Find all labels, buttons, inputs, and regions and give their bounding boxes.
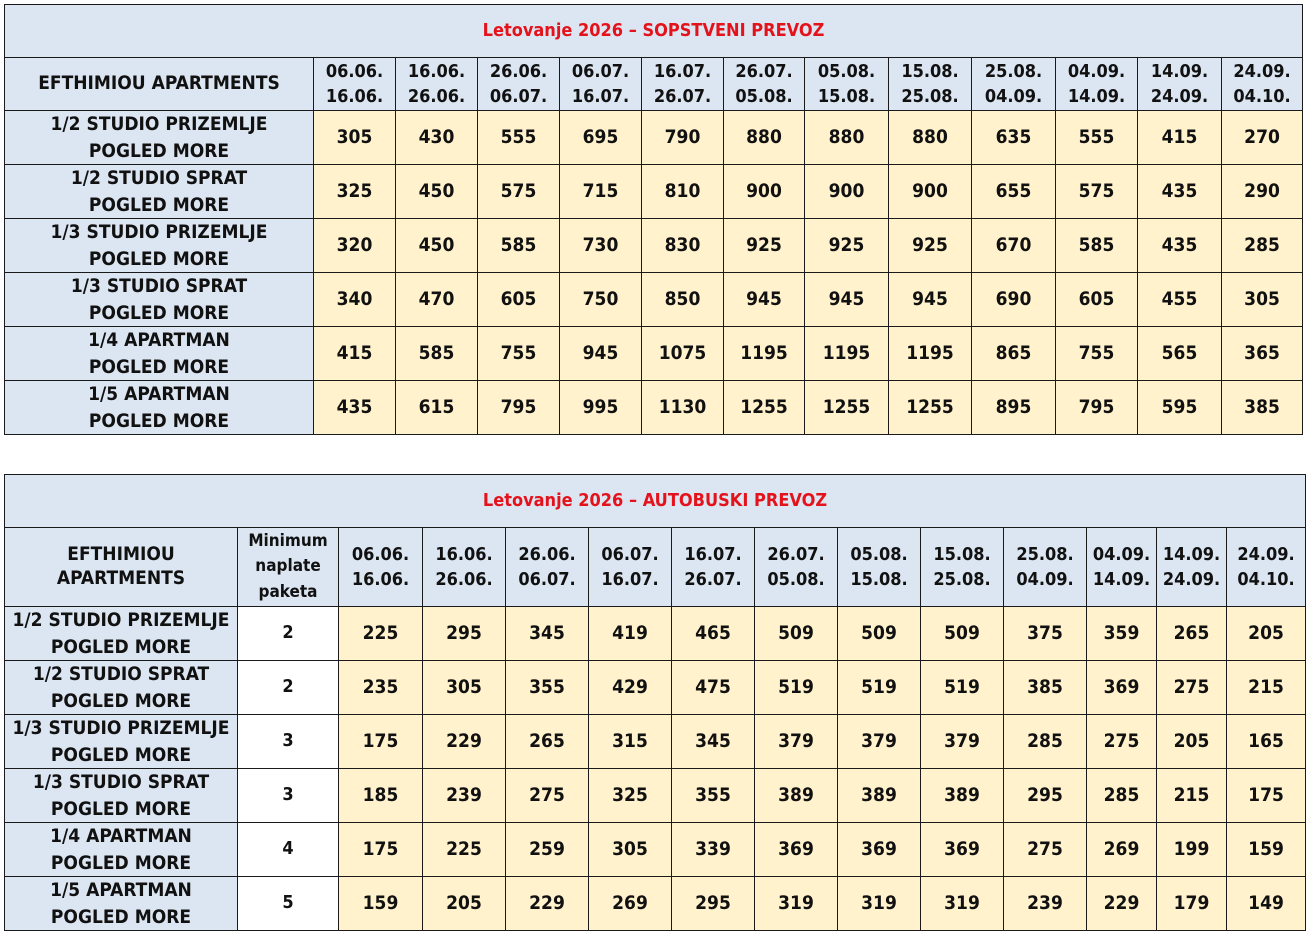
price-cell: 295 bbox=[1004, 769, 1087, 823]
text-line: 16.07. bbox=[571, 86, 630, 107]
text-line: POGLED MORE bbox=[88, 247, 230, 270]
text-line: POGLED MORE bbox=[50, 797, 192, 820]
text-line: 26.06. bbox=[435, 569, 493, 590]
price-cell: 519 bbox=[755, 661, 838, 715]
text-line: 15.08. bbox=[933, 543, 991, 565]
price-cell: 470 bbox=[396, 273, 478, 327]
price-cell: 880 bbox=[889, 111, 972, 165]
price-cell: 305 bbox=[1222, 273, 1303, 327]
text-line: 06.07. bbox=[489, 86, 548, 107]
period-header bbox=[1004, 528, 1087, 607]
price-cell: 555 bbox=[478, 111, 560, 165]
price-cell: 605 bbox=[478, 273, 560, 327]
period-header bbox=[314, 58, 396, 111]
price-cell: 730 bbox=[560, 219, 642, 273]
price-cell: 205 bbox=[1227, 607, 1306, 661]
text-line: 1/5 APARTMAN bbox=[88, 383, 230, 406]
price-cell: 810 bbox=[642, 165, 724, 219]
text-line: 24.09. bbox=[1233, 60, 1291, 82]
price-cell: 365 bbox=[1222, 327, 1303, 381]
price-cell: 389 bbox=[755, 769, 838, 823]
price-cell: 295 bbox=[423, 607, 506, 661]
text-line: POGLED MORE bbox=[50, 743, 192, 766]
text-line: 04.10. bbox=[1237, 569, 1295, 590]
text-line: naplate bbox=[255, 556, 321, 577]
price-cell: 450 bbox=[396, 165, 478, 219]
text-line: 05.08. bbox=[767, 569, 825, 590]
price-cell: 285 bbox=[1004, 715, 1087, 769]
text-line: 24.09. bbox=[1162, 569, 1221, 590]
price-cell: 995 bbox=[560, 381, 642, 435]
price-cell: 369 bbox=[1087, 661, 1157, 715]
text-line: 1/5 APARTMAN bbox=[50, 879, 192, 902]
price-cell: 509 bbox=[838, 607, 921, 661]
price-cell: 149 bbox=[1227, 877, 1306, 931]
header-row bbox=[5, 58, 1303, 111]
price-cell: 269 bbox=[1087, 823, 1157, 877]
price-cell: 325 bbox=[589, 769, 672, 823]
table-row bbox=[5, 823, 1306, 877]
price-cell: 205 bbox=[423, 877, 506, 931]
price-cell: 285 bbox=[1087, 769, 1157, 823]
minimum-payment-value: 3 bbox=[238, 715, 339, 769]
price-cell: 435 bbox=[314, 381, 396, 435]
period-header bbox=[1138, 58, 1222, 111]
price-cell: 385 bbox=[1222, 381, 1303, 435]
price-cell: 585 bbox=[396, 327, 478, 381]
text-line: 15.08. bbox=[901, 60, 959, 82]
period-header bbox=[1227, 528, 1306, 607]
price-cell: 605 bbox=[1056, 273, 1138, 327]
price-cell: 945 bbox=[805, 273, 889, 327]
price-cell: 850 bbox=[642, 273, 724, 327]
price-cell: 375 bbox=[1004, 607, 1087, 661]
price-cell: 1195 bbox=[805, 327, 889, 381]
price-table-bus-transport bbox=[4, 474, 1306, 931]
price-cell: 159 bbox=[339, 877, 423, 931]
minimum-payment-value: 3 bbox=[238, 769, 339, 823]
text-line: POGLED MORE bbox=[88, 409, 230, 432]
minimum-payment-value: 2 bbox=[238, 607, 339, 661]
text-line: 25.08. bbox=[1016, 543, 1074, 565]
price-cell: 575 bbox=[1056, 165, 1138, 219]
price-cell: 895 bbox=[972, 381, 1056, 435]
price-cell: 880 bbox=[724, 111, 805, 165]
price-cell: 159 bbox=[1227, 823, 1306, 877]
table-row bbox=[5, 273, 1303, 327]
table-row bbox=[5, 769, 1306, 823]
price-cell: 379 bbox=[755, 715, 838, 769]
price-cell: 175 bbox=[339, 715, 423, 769]
price-cell: 295 bbox=[672, 877, 755, 931]
text-line: 14.09. bbox=[1162, 543, 1221, 565]
price-cell: 320 bbox=[314, 219, 396, 273]
text-line: 15.08. bbox=[817, 86, 876, 107]
title-row bbox=[5, 475, 1306, 528]
text-line: 04.09. bbox=[1067, 60, 1126, 82]
price-cell: 229 bbox=[423, 715, 506, 769]
price-table-own-transport bbox=[4, 4, 1303, 435]
text-line: 16.06. bbox=[407, 60, 466, 82]
period-header bbox=[724, 58, 805, 111]
price-cell: 750 bbox=[560, 273, 642, 327]
accommodation-type bbox=[5, 661, 238, 715]
price-cell: 175 bbox=[339, 823, 423, 877]
price-cell: 519 bbox=[921, 661, 1004, 715]
text-line: 14.09. bbox=[1067, 86, 1126, 107]
price-cell: 355 bbox=[506, 661, 589, 715]
property-name-header: EFTHIMIOU APARTMENTS bbox=[5, 528, 238, 607]
price-cell: 369 bbox=[921, 823, 1004, 877]
price-cell: 215 bbox=[1227, 661, 1306, 715]
text-line: paketa bbox=[258, 581, 318, 602]
price-cell: 509 bbox=[921, 607, 1004, 661]
period-header bbox=[805, 58, 889, 111]
price-cell: 275 bbox=[1157, 661, 1227, 715]
price-cell: 165 bbox=[1227, 715, 1306, 769]
price-cell: 239 bbox=[423, 769, 506, 823]
price-cell: 1255 bbox=[805, 381, 889, 435]
table-title: Letovanje 2026 – SOPSTVENI PREVOZ bbox=[5, 5, 1303, 58]
accommodation-type bbox=[5, 877, 238, 931]
accommodation-type bbox=[5, 111, 314, 165]
accommodation-type bbox=[5, 769, 238, 823]
minimum-payment-value: 5 bbox=[238, 877, 339, 931]
price-cell: 755 bbox=[478, 327, 560, 381]
text-line: 1/2 STUDIO SPRAT bbox=[32, 663, 210, 686]
text-line: 26.07. bbox=[735, 60, 793, 82]
header-row bbox=[5, 528, 1306, 607]
period-header bbox=[755, 528, 838, 607]
text-line: 25.08. bbox=[901, 86, 959, 107]
price-cell: 655 bbox=[972, 165, 1056, 219]
text-line: POGLED MORE bbox=[50, 851, 192, 874]
text-line: 1/3 STUDIO PRIZEMLJE bbox=[50, 221, 268, 244]
price-cell: 565 bbox=[1138, 327, 1222, 381]
title-row bbox=[5, 5, 1303, 58]
price-cell: 450 bbox=[396, 219, 478, 273]
price-cell: 229 bbox=[1087, 877, 1157, 931]
accommodation-type bbox=[5, 219, 314, 273]
price-cell: 830 bbox=[642, 219, 724, 273]
price-cell: 215 bbox=[1157, 769, 1227, 823]
text-line: 16.06. bbox=[325, 86, 384, 107]
table-row bbox=[5, 381, 1303, 435]
price-cell: 205 bbox=[1157, 715, 1227, 769]
price-cell: 225 bbox=[339, 607, 423, 661]
text-line: 05.08. bbox=[817, 60, 876, 82]
price-cell: 435 bbox=[1138, 219, 1222, 273]
price-cell: 319 bbox=[755, 877, 838, 931]
price-cell: 185 bbox=[339, 769, 423, 823]
table-row bbox=[5, 111, 1303, 165]
text-line: 1/3 STUDIO SPRAT bbox=[70, 275, 248, 298]
accommodation-type bbox=[5, 715, 238, 769]
text-line: 26.07. bbox=[653, 86, 712, 107]
text-line: POGLED MORE bbox=[50, 905, 192, 928]
price-cell: 259 bbox=[506, 823, 589, 877]
price-cell: 325 bbox=[314, 165, 396, 219]
text-line: POGLED MORE bbox=[88, 193, 230, 216]
price-cell: 175 bbox=[1227, 769, 1306, 823]
period-header bbox=[672, 528, 755, 607]
price-cell: 265 bbox=[506, 715, 589, 769]
price-cell: 635 bbox=[972, 111, 1056, 165]
price-cell: 305 bbox=[589, 823, 672, 877]
period-header bbox=[339, 528, 423, 607]
price-cell: 235 bbox=[339, 661, 423, 715]
price-cell: 1130 bbox=[642, 381, 724, 435]
accommodation-type bbox=[5, 823, 238, 877]
text-line: 04.09. bbox=[984, 86, 1043, 107]
text-line: 1/3 STUDIO PRIZEMLJE bbox=[12, 717, 230, 740]
price-cell: 925 bbox=[805, 219, 889, 273]
price-cell: 319 bbox=[838, 877, 921, 931]
price-cell: 239 bbox=[1004, 877, 1087, 931]
text-line: 26.06. bbox=[407, 86, 466, 107]
text-line: POGLED MORE bbox=[50, 689, 192, 712]
price-cell: 275 bbox=[1087, 715, 1157, 769]
price-cell: 865 bbox=[972, 327, 1056, 381]
price-cell: 305 bbox=[314, 111, 396, 165]
price-cell: 270 bbox=[1222, 111, 1303, 165]
price-cell: 229 bbox=[506, 877, 589, 931]
text-line: 25.08. bbox=[984, 60, 1043, 82]
price-cell: 1075 bbox=[642, 327, 724, 381]
price-cell: 900 bbox=[724, 165, 805, 219]
text-line: POGLED MORE bbox=[88, 301, 230, 324]
price-cell: 880 bbox=[805, 111, 889, 165]
price-cell: 385 bbox=[1004, 661, 1087, 715]
price-cell: 1255 bbox=[724, 381, 805, 435]
price-cell: 509 bbox=[755, 607, 838, 661]
price-cell: 285 bbox=[1222, 219, 1303, 273]
text-line: 06.07. bbox=[518, 569, 576, 590]
text-line: 16.06. bbox=[435, 543, 493, 565]
price-cell: 945 bbox=[889, 273, 972, 327]
text-line: 05.08. bbox=[850, 543, 908, 565]
price-cell: 199 bbox=[1157, 823, 1227, 877]
price-cell: 389 bbox=[838, 769, 921, 823]
minimum-payment-header bbox=[238, 528, 339, 607]
price-cell: 475 bbox=[672, 661, 755, 715]
table-row bbox=[5, 661, 1306, 715]
period-header bbox=[1087, 528, 1157, 607]
price-cell: 379 bbox=[838, 715, 921, 769]
table-row bbox=[5, 715, 1306, 769]
text-line: 26.06. bbox=[518, 543, 576, 565]
price-cell: 755 bbox=[1056, 327, 1138, 381]
text-line: 05.08. bbox=[735, 86, 793, 107]
price-cell: 359 bbox=[1087, 607, 1157, 661]
text-line: 26.07. bbox=[767, 543, 825, 565]
period-header bbox=[396, 58, 478, 111]
price-cell: 419 bbox=[589, 607, 672, 661]
price-cell: 945 bbox=[724, 273, 805, 327]
text-line: 1/4 APARTMAN bbox=[88, 329, 230, 352]
text-line: 15.08. bbox=[850, 569, 908, 590]
price-cell: 275 bbox=[506, 769, 589, 823]
price-cell: 225 bbox=[423, 823, 506, 877]
text-line: 1/2 STUDIO SPRAT bbox=[70, 167, 248, 190]
text-line: 16.07. bbox=[684, 543, 742, 565]
price-cell: 430 bbox=[396, 111, 478, 165]
price-cell: 900 bbox=[889, 165, 972, 219]
text-line: 1/2 STUDIO PRIZEMLJE bbox=[12, 609, 230, 632]
text-line: 06.07. bbox=[601, 543, 659, 565]
table-row bbox=[5, 607, 1306, 661]
minimum-payment-value: 4 bbox=[238, 823, 339, 877]
text-line: 24.09. bbox=[1150, 86, 1209, 107]
price-cell: 795 bbox=[478, 381, 560, 435]
price-cell: 415 bbox=[314, 327, 396, 381]
text-line: POGLED MORE bbox=[88, 139, 230, 162]
price-cell: 795 bbox=[1056, 381, 1138, 435]
price-cell: 585 bbox=[1056, 219, 1138, 273]
table-row bbox=[5, 327, 1303, 381]
text-line: 26.06. bbox=[489, 60, 548, 82]
table-row bbox=[5, 165, 1303, 219]
text-line: 24.09. bbox=[1237, 543, 1295, 565]
period-header bbox=[921, 528, 1004, 607]
text-line: 1/2 STUDIO PRIZEMLJE bbox=[50, 113, 268, 136]
period-header bbox=[560, 58, 642, 111]
price-cell: 690 bbox=[972, 273, 1056, 327]
period-header bbox=[889, 58, 972, 111]
price-cell: 519 bbox=[838, 661, 921, 715]
price-cell: 265 bbox=[1157, 607, 1227, 661]
period-header bbox=[1157, 528, 1227, 607]
price-cell: 290 bbox=[1222, 165, 1303, 219]
text-line: Minimum bbox=[248, 530, 328, 551]
price-cell: 945 bbox=[560, 327, 642, 381]
price-cell: 415 bbox=[1138, 111, 1222, 165]
period-header bbox=[478, 58, 560, 111]
price-cell: 315 bbox=[589, 715, 672, 769]
period-header bbox=[972, 58, 1056, 111]
price-cell: 670 bbox=[972, 219, 1056, 273]
text-line: 14.09. bbox=[1150, 60, 1209, 82]
price-cell: 575 bbox=[478, 165, 560, 219]
price-cell: 339 bbox=[672, 823, 755, 877]
price-cell: 429 bbox=[589, 661, 672, 715]
text-line: 06.07. bbox=[571, 60, 630, 82]
price-cell: 355 bbox=[672, 769, 755, 823]
price-cell: 1195 bbox=[889, 327, 972, 381]
price-cell: 269 bbox=[589, 877, 672, 931]
price-cell: 615 bbox=[396, 381, 478, 435]
price-cell: 345 bbox=[506, 607, 589, 661]
period-header bbox=[1056, 58, 1138, 111]
price-cell: 790 bbox=[642, 111, 724, 165]
price-cell: 340 bbox=[314, 273, 396, 327]
price-cell: 555 bbox=[1056, 111, 1138, 165]
price-cell: 715 bbox=[560, 165, 642, 219]
price-cell: 1195 bbox=[724, 327, 805, 381]
price-cell: 595 bbox=[1138, 381, 1222, 435]
minimum-payment-value: 2 bbox=[238, 661, 339, 715]
text-line: 04.10. bbox=[1233, 86, 1291, 107]
period-header bbox=[423, 528, 506, 607]
price-cell: 305 bbox=[423, 661, 506, 715]
table-row bbox=[5, 877, 1306, 931]
price-cell: 465 bbox=[672, 607, 755, 661]
price-cell: 435 bbox=[1138, 165, 1222, 219]
price-cell: 275 bbox=[1004, 823, 1087, 877]
text-line: 26.07. bbox=[684, 569, 742, 590]
price-cell: 389 bbox=[921, 769, 1004, 823]
property-name-header: EFTHIMIOU APARTMENTS bbox=[5, 58, 314, 111]
price-cell: 345 bbox=[672, 715, 755, 769]
accommodation-type bbox=[5, 327, 314, 381]
text-line: 14.09. bbox=[1092, 569, 1151, 590]
accommodation-type bbox=[5, 607, 238, 661]
price-cell: 319 bbox=[921, 877, 1004, 931]
text-line: 1/3 STUDIO SPRAT bbox=[32, 771, 210, 794]
text-line: 06.06. bbox=[325, 60, 384, 82]
price-cell: 179 bbox=[1157, 877, 1227, 931]
period-header bbox=[506, 528, 589, 607]
accommodation-type bbox=[5, 381, 314, 435]
price-cell: 455 bbox=[1138, 273, 1222, 327]
text-line: 25.08. bbox=[933, 569, 991, 590]
text-line: POGLED MORE bbox=[88, 355, 230, 378]
price-cell: 585 bbox=[478, 219, 560, 273]
text-line: POGLED MORE bbox=[50, 635, 192, 658]
price-cell: 369 bbox=[755, 823, 838, 877]
accommodation-type bbox=[5, 273, 314, 327]
period-header bbox=[589, 528, 672, 607]
price-cell: 369 bbox=[838, 823, 921, 877]
price-cell: 925 bbox=[889, 219, 972, 273]
table-row bbox=[5, 219, 1303, 273]
price-cell: 1255 bbox=[889, 381, 972, 435]
price-cell: 925 bbox=[724, 219, 805, 273]
period-header bbox=[1222, 58, 1303, 111]
period-header bbox=[642, 58, 724, 111]
text-line: 06.06. bbox=[351, 543, 410, 565]
text-line: 16.07. bbox=[653, 60, 712, 82]
text-line: 04.09. bbox=[1092, 543, 1151, 565]
price-cell: 900 bbox=[805, 165, 889, 219]
price-cell: 695 bbox=[560, 111, 642, 165]
text-line: 1/4 APARTMAN bbox=[50, 825, 192, 848]
text-line: 04.09. bbox=[1016, 569, 1074, 590]
period-header bbox=[838, 528, 921, 607]
accommodation-type bbox=[5, 165, 314, 219]
text-line: 16.06. bbox=[351, 569, 410, 590]
price-cell: 379 bbox=[921, 715, 1004, 769]
text-line: 16.07. bbox=[601, 569, 659, 590]
table-title: Letovanje 2026 – AUTOBUSKI PREVOZ bbox=[5, 475, 1306, 528]
